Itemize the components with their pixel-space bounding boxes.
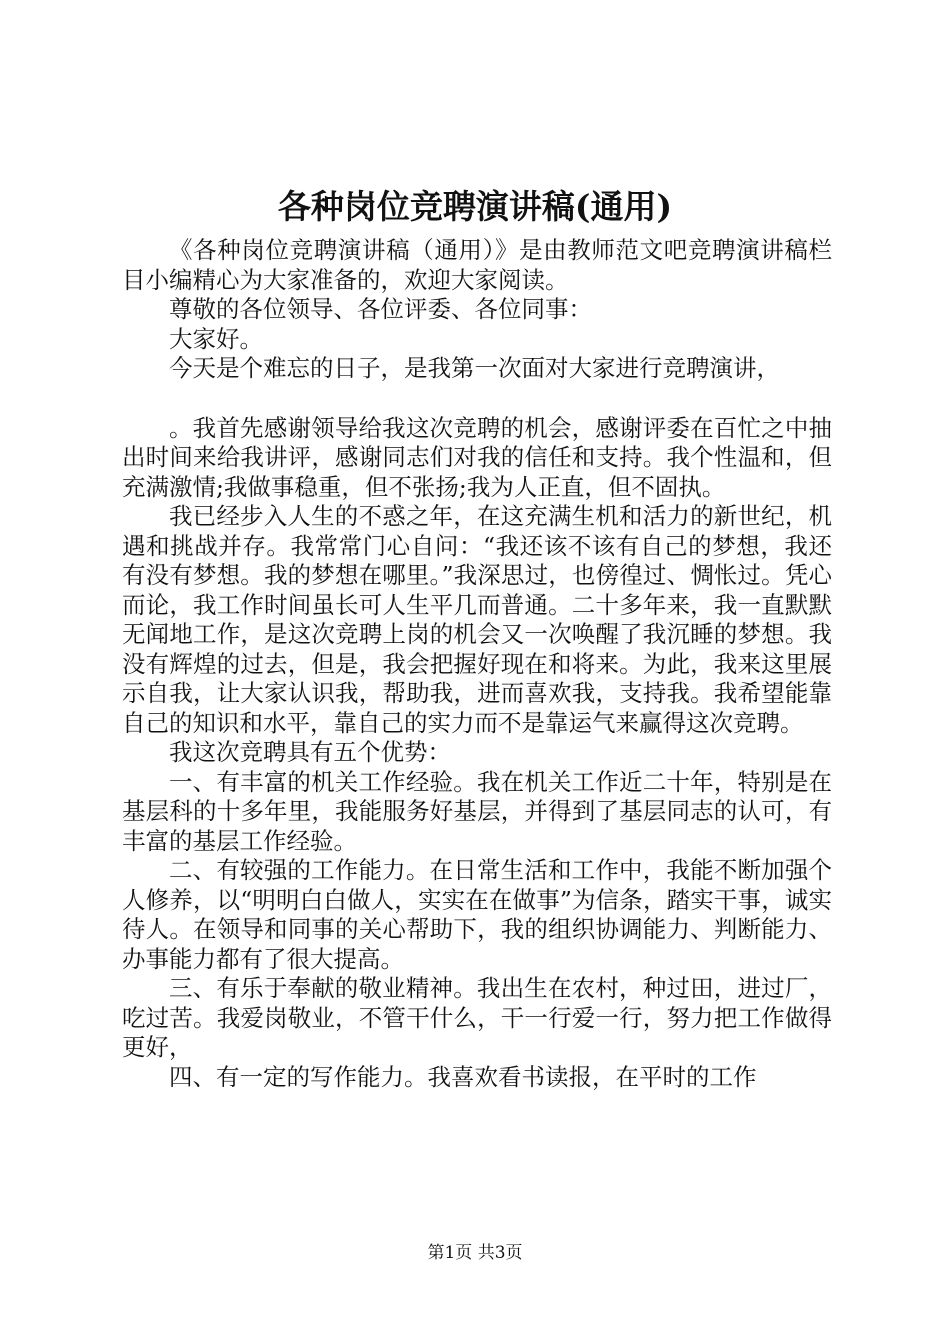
paragraph-background: 我已经步入人生的不惑之年，在这充满生机和活力的新世纪，机遇和挑战并存。我常常门心自问：“我还该不该有自己的梦想，我还有没有梦想。我的梦想在哪里。”我深思过，也傍徨过、惆怅过。凭心而论，我工作时间虽长可人生平几而普通。二十多年来，我一直默默无闻地工作，是这次竞聘上岗的机会又一次唤醒了我沉睡的梦想。我没有辉煌的过去，但是，我会把握好现在和将来。为此，我来这里展示自我，让大家认识我，帮助我，进而喜欢我，支持我。我希望能靠自己的知识和水平，靠自己的实力而不是靠运气来赢得这次竞聘。 [122,502,832,737]
paragraph-advantage-3: 三、有乐于奉献的敬业精神。我出生在农村，种过田，进过厂，吃过苦。我爱岗敬业，不管干什么，干一行爱一行，努力把工作做得更好， [122,974,832,1061]
paragraph-advantage-1: 一、有丰富的机关工作经验。我在机关工作近二十年，特别是在基层科的十多年里，我能服务好基层，并得到了基层同志的认可，有丰富的基层工作经验。 [122,767,832,855]
paragraph-intro: 《各种岗位竞聘演讲稿（通用）》是由教师范文吧竞聘演讲稿栏目小编精心为大家准备的，欢迎大家阅读。 [122,236,832,294]
paragraph-advantages-intro: 我这次竞聘具有五个优势： [169,738,451,766]
paragraph-advantage-4: 四、有一定的写作能力。我喜欢看书读报，在平时的工作 [169,1062,757,1091]
paragraph-opening: 今天是个难忘的日子，是我第一次面对大家进行竞聘演讲， [169,354,780,382]
paragraph-advantage-2: 二、有较强的工作能力。在日常生活和工作中，我能不断加强个人修养，以“明明白白做人，实实在在做事”为信条，踏实干事，诚实待人。在领导和同事的关心帮助下，我的组织协调能力、判断能力、办事能力都有了很大提高。 [122,856,832,973]
document-body [122,236,832,1092]
document-title: 各种岗位竞聘演讲稿(通用) [277,187,673,226]
paragraph-thanks: 。我首先感谢领导给我这次竞聘的机会，感谢评委在百忙之中抽出时间来给我讲评，感谢同志们对我的信任和支持。我个性温和，但充满激情;我做事稳重，但不张扬;我为人正直，但不固执。 [122,413,832,501]
paragraph-greeting: 大家好。 [169,324,263,353]
page-footer: 第1页 共3页 [427,1243,523,1263]
paragraph-salutation: 尊敬的各位领导、各位评委、各位同事： [169,295,592,323]
